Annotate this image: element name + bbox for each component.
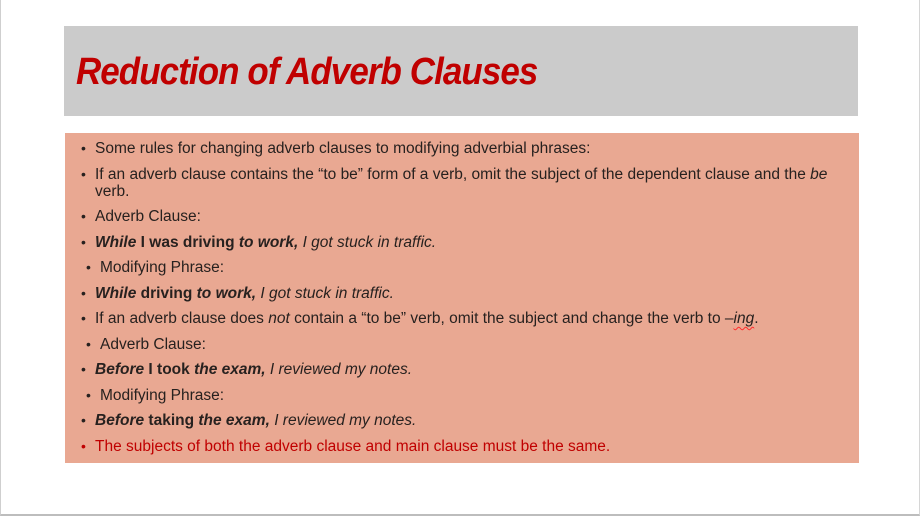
bullet-item bbox=[81, 336, 845, 353]
bullet-item bbox=[81, 166, 845, 200]
bullet-text: Adverb Clause: bbox=[100, 335, 206, 353]
bullet-dot: • bbox=[81, 165, 86, 182]
bullet-dot: • bbox=[86, 335, 91, 352]
bullet-dot: • bbox=[86, 386, 91, 403]
bullet-item bbox=[81, 234, 845, 251]
bullet-dot: • bbox=[86, 259, 91, 275]
bullet-text: Modifying Phrase: bbox=[100, 386, 225, 404]
bullet-item bbox=[81, 438, 845, 455]
bullet-item bbox=[81, 310, 845, 327]
bullet-dot: • bbox=[81, 361, 86, 377]
bullet-text: Before taking the exam, I reviewed my notes. bbox=[95, 412, 417, 429]
bullet-item bbox=[81, 208, 845, 225]
bullet-item bbox=[81, 412, 845, 429]
bullet-dot: • bbox=[81, 437, 86, 454]
bullet-text: If an adverb clause contains the “to be” form of a verb, omit the subject of the dependent clause and the be verb. bbox=[95, 165, 828, 200]
slide-title: Reduction of Adverb Clauses bbox=[75, 51, 538, 93]
bullet-list bbox=[81, 140, 845, 455]
bullet-text: Some rules for changing adverb clauses to modifying adverbial phrases: bbox=[95, 140, 591, 157]
bullet-text: While driving to work, I got stuck in traffic. bbox=[95, 284, 394, 302]
bullet-dot: • bbox=[81, 233, 86, 250]
bullet-dot: • bbox=[81, 412, 86, 428]
bullet-text: If an adverb clause does not contain a “to be” verb, omit the subject and change the verb to –ing. bbox=[95, 310, 759, 327]
bullet-item bbox=[81, 387, 845, 404]
bullet-item bbox=[81, 285, 845, 302]
bullet-text: Modifying Phrase: bbox=[100, 259, 225, 276]
bullet-item bbox=[81, 361, 845, 378]
bullet-dot: • bbox=[81, 284, 86, 301]
bullet-item bbox=[81, 259, 845, 276]
bullet-text: Adverb Clause: bbox=[95, 208, 201, 225]
bullet-text: The subjects of both the adverb clause and main clause must be the same. bbox=[95, 437, 611, 455]
bullet-dot: • bbox=[81, 310, 86, 326]
content-box bbox=[65, 133, 859, 463]
bullet-text: While I was driving to work, I got stuck in traffic. bbox=[95, 233, 437, 251]
bullet-dot: • bbox=[81, 140, 86, 156]
bullet-text: Before I took the exam, I reviewed my notes. bbox=[95, 361, 413, 378]
bullet-item bbox=[81, 140, 845, 157]
title-banner bbox=[64, 26, 858, 116]
bullet-dot: • bbox=[81, 208, 86, 224]
